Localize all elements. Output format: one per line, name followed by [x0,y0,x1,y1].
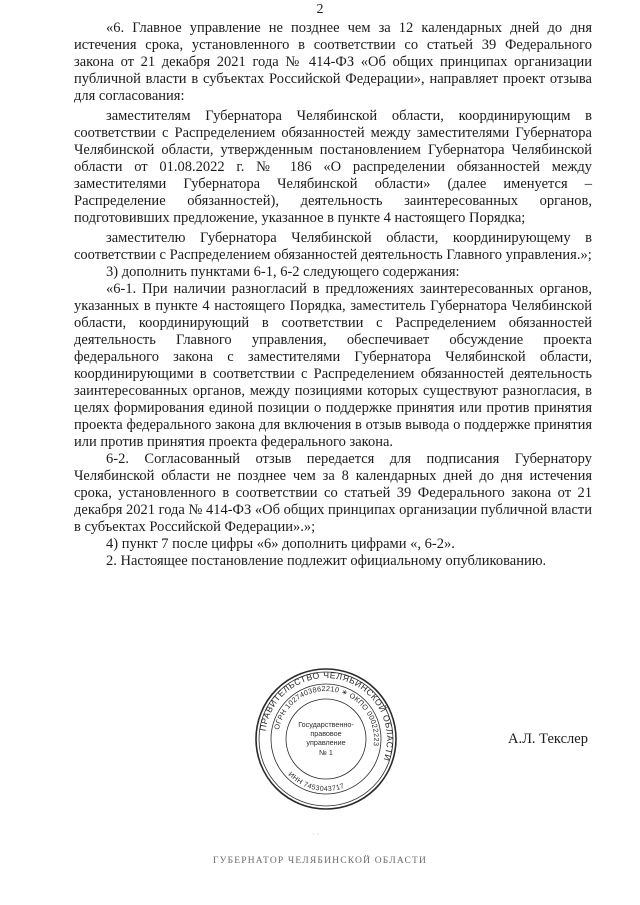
seal-center-line: № 1 [319,748,333,757]
seal-bottom-text: ИНН 7453043717 [286,771,346,794]
seal-center-line: управление [306,738,346,747]
paragraph-publication: 2. Настоящее постановление подлежит официальному опубликованию. [106,553,547,569]
paragraph-deputies: заместителям Губернатора Челябинской области, координирующим в соответствии с Распределением обязанностей между заместителями Губернатора Челябинской области, утвержденным постановлением Губернатора Челябинской области от 01.08.2022 г. № 186 «О распределении обязанностей между заместителями Губернатора Челябинской области» (далее именуется – Распределение обязанностей), деятельность заинтересованных органов, подготовивших предложение, указанное в пункте 4 настоящего Порядка; [74,108,592,226]
paragraph-subitem-3: 3) дополнить пунктами 6-1, 6-2 следующего содержания: [106,264,460,280]
paragraph-item-6-1: «6-1. При наличии разногласий в предложениях заинтересованных органов, указанных в пункте 4 настоящего Порядка, заместитель Губернатора Челябинской области, координирующий в соответствии с Распределением обязанностей деятельность Главного управления, обеспечивает обсуждение проекта федерального закона с заместителями Губернатора Челябинской области, координирующими в соответствии с Распределением обязанностей деятельность заинтересованных органов, между позициями которых существуют разногласия, в целях формирования единой позиции о поддержке принятия или против принятия проекта федерального закона для включения в отзыв вывода о поддержке принятия или против принятия проекта федерального закона. [74,281,592,450]
scan-specks: · · [312,830,320,839]
paragraph-item-6: «6. Главное управление не позднее чем за 12 календарных дней до дня истечения срока, установленного в соответствии со статьей 39 Федерального закона от 21 декабря 2021 года № 414-ФЗ «Об общих принципах организации публичной власти в субъектах Российской Федерации», направляет проект отзыва для согласования: [74,20,592,104]
page-number: 2 [316,2,324,17]
seal-center-line: Государственно- [298,720,354,729]
seal-middle-text: ОГРН 1027403862210 ∗ ОКПО 00022223 [271,683,382,747]
paragraph-deputy: заместителю Губернатора Челябинской области, координирующему в соответствии с Распределением обязанностей деятельность Главного управления.»; [74,230,592,263]
svg-text:ИНН 7453043717 [287,771,346,793]
footer-header: ГУБЕРНАТОР ЧЕЛЯБИНСКОЙ ОБЛАСТИ [212,856,428,866]
paragraph-subitem-4: 4) пункт 7 после цифры «6» дополнить цифрами «, 6-2». [106,536,455,552]
signature-name: А.Л. Текслер [508,731,588,747]
seal-center-line: правовое [310,729,342,738]
official-seal [253,666,399,812]
paragraph-item-6-2: 6-2. Согласованный отзыв передается для подписания Губернатору Челябинской области не позднее чем за 8 календарных дней до дня истечения срока, установленного в соответствии со статьей 39 Федерального закона от 21 декабря 2021 года № 414-ФЗ «Об общих принципах организации публичной власти в субъектах Российской Федерации».»; [74,451,592,535]
document-body [74,20,592,570]
seal-outer-text: ПРАВИТЕЛЬСТВО ЧЕЛЯБИНСКОЙ ОБЛАСТИ [257,669,396,763]
